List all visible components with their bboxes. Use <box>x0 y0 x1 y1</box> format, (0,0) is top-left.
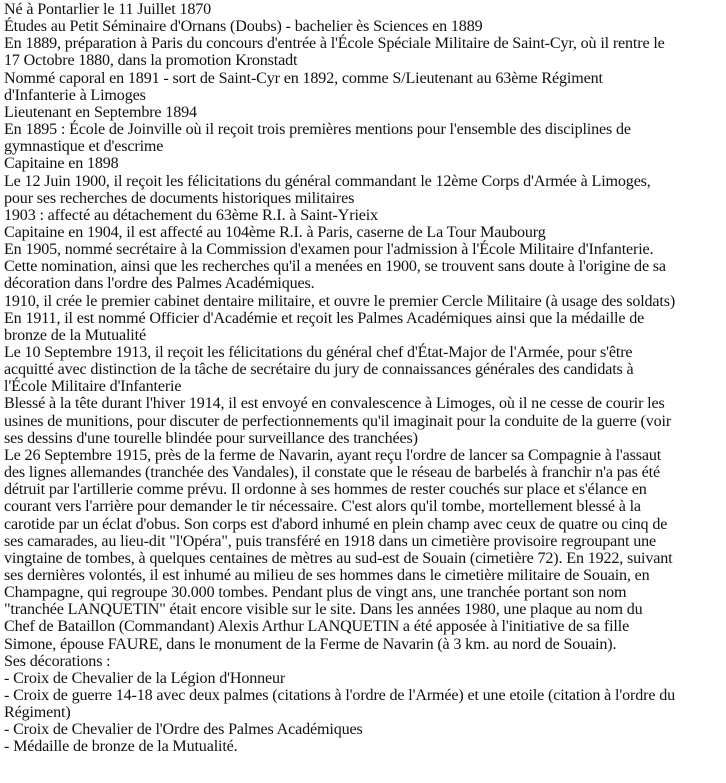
text-line: courant vers l'arrière pour demander le tir nécessaire. C'est alors qu'il tombe, mortellement blessé à la <box>4 498 641 516</box>
text-line: Le 26 Septembre 1915, près de la ferme de Navarin, ayant reçu l'ordre de lancer sa Compagnie à l'assaut <box>4 446 662 464</box>
text-line: Le 12 Juin 1900, il reçoit les félicitations du général commandant le 12ème Corps d'Armée à Limoges, <box>4 172 651 190</box>
text-line: ses dessins d'une tourelle blindée pour surveillance des tranchées) <box>4 429 418 447</box>
text-line: 1910, il crée le premier cabinet dentaire militaire, et ouvre le premier Cercle Militaire (à usage des soldats) <box>4 292 676 310</box>
text-line: Études au Petit Séminaire d'Ornans (Doubs) - bachelier ès Sciences en 1889 <box>4 18 483 36</box>
text-line: Simone, épouse FAURE, dans le monument de la Ferme de Navarin (à 3 km. au nord de Souain). <box>4 635 617 653</box>
text-line: - Médaille de bronze de la Mutualité. <box>4 738 238 756</box>
text-line: Chef de Bataillon (Commandant) Alexis Arthur LANQUETIN a été apposée à l'initiative de sa fille <box>4 618 630 636</box>
text-line: En 1905, nommé secrétaire à la Commission d'examen pour l'admission à l'École Militaire d'Infanterie. <box>4 241 654 259</box>
text-line: l'École Militaire d'Infanterie <box>4 378 182 396</box>
text-line: ses camarades, au lieu-dit "l'Opéra", puis transféré en 1918 dans un cimetière provisoire regroupant une <box>4 532 657 550</box>
text-line: 17 Octobre 1880, dans la promotion Kronstadt <box>4 52 298 70</box>
text-line: En 1911, il est nommé Officier d'Académie et reçoit les Palmes Académiques ainsi que la médaille de <box>4 309 645 327</box>
text-line: Né à Pontarlier le 11 Juillet 1870 <box>4 1 212 18</box>
text-line: usines de munitions, pour discuter de perfectionnements qu'il imaginait pour la conduite de la guerre (voir <box>4 412 672 430</box>
text-line: gymnastique et d'escrime <box>4 138 164 156</box>
text-line: Nommé caporal en 1891 - sort de Saint-Cyr en 1892, comme S/Lieutenant au 63ème Régiment <box>4 69 603 87</box>
text-line: En 1895 : École de Joinville où il reçoit trois premières mentions pour l'ensemble des disciplines de <box>4 121 631 139</box>
text-line: des lignes allemandes (tranchée des Vandales), il constate que le réseau de barbelés à franchir n'a pas été <box>4 464 660 482</box>
text-line: Lieutenant en Septembre 1894 <box>4 103 197 121</box>
text-line: d'Infanterie à Limoges <box>4 86 146 104</box>
text-line: bronze de la Mutualité <box>4 326 146 344</box>
text-line: Régiment) <box>4 704 71 722</box>
text-line: pour ses recherches de documents historiques militaires <box>4 189 355 207</box>
text-line: Blessé à la tête durant l'hiver 1914, il est envoyé en convalescence à Limoges, où il ne cesse de courir les <box>4 395 665 413</box>
text-line: vingtaine de tombes, à quelques centaines de mètres au sud-est de Souain (cimetière 72). En 1922, suivant <box>4 549 673 567</box>
text-line: acquitté avec distinction de la tâche de secrétaire du jury de connaissances générales des candidats à <box>4 361 634 379</box>
text-line: Le 10 Septembre 1913, il reçoit les félicitations du général chef d'État-Major de l'Armée, pour s'être <box>4 344 633 361</box>
text-line: "tranchée LANQUETIN" était encore visible sur le site. Dans les années 1980, une plaque au nom du <box>4 601 643 619</box>
text-line: décoration dans l'ordre des Palmes Académiques. <box>4 275 315 293</box>
text-line: Champagne, qui regroupe 30.000 tombes. Pendant plus de vingt ans, une tranchée portant son nom <box>4 584 627 602</box>
text-line: Capitaine en 1904, il est affecté au 104ème R.I. à Paris, caserne de La Tour Maubourg <box>4 223 546 241</box>
text-line: - Croix de Chevalier de la Légion d'Honneur <box>4 669 286 687</box>
text-line: Cette nomination, ainsi que les recherches qu'il a menées en 1900, se trouvent sans doute à l'origine de sa <box>4 258 666 276</box>
text-line: En 1889, préparation à Paris du concours d'entrée à l'École Spéciale Militaire de Saint-Cyr, où il rentre le <box>4 35 665 53</box>
text-line: 1903 : affecté au détachement du 63ème R.I. à Saint-Yrieix <box>4 206 378 224</box>
text-line: ses dernières volontés, il est inhumé au milieu de ses hommes dans le cimetière militaire de Souain, en <box>4 566 650 584</box>
text-line: Ses décorations : <box>4 652 111 670</box>
text-line: Capitaine en 1898 <box>4 155 119 173</box>
text-line: - Croix de Chevalier de l'Ordre des Palmes Académiques <box>4 721 363 739</box>
text-line: détruit par l'artillerie comme prévu. Il ordonne à ses hommes de rester couchés sur place et s'élance en <box>4 481 647 499</box>
text-line: - Croix de guerre 14-18 avec deux palmes (citations à l'ordre de l'Armée) et une etoile (citation à l'ordre du <box>4 687 675 704</box>
text-line: carotide par un éclat d'obus. Son corps est d'abord inhumé en plein champ avec ceux de quatre ou cinq de <box>4 515 668 533</box>
